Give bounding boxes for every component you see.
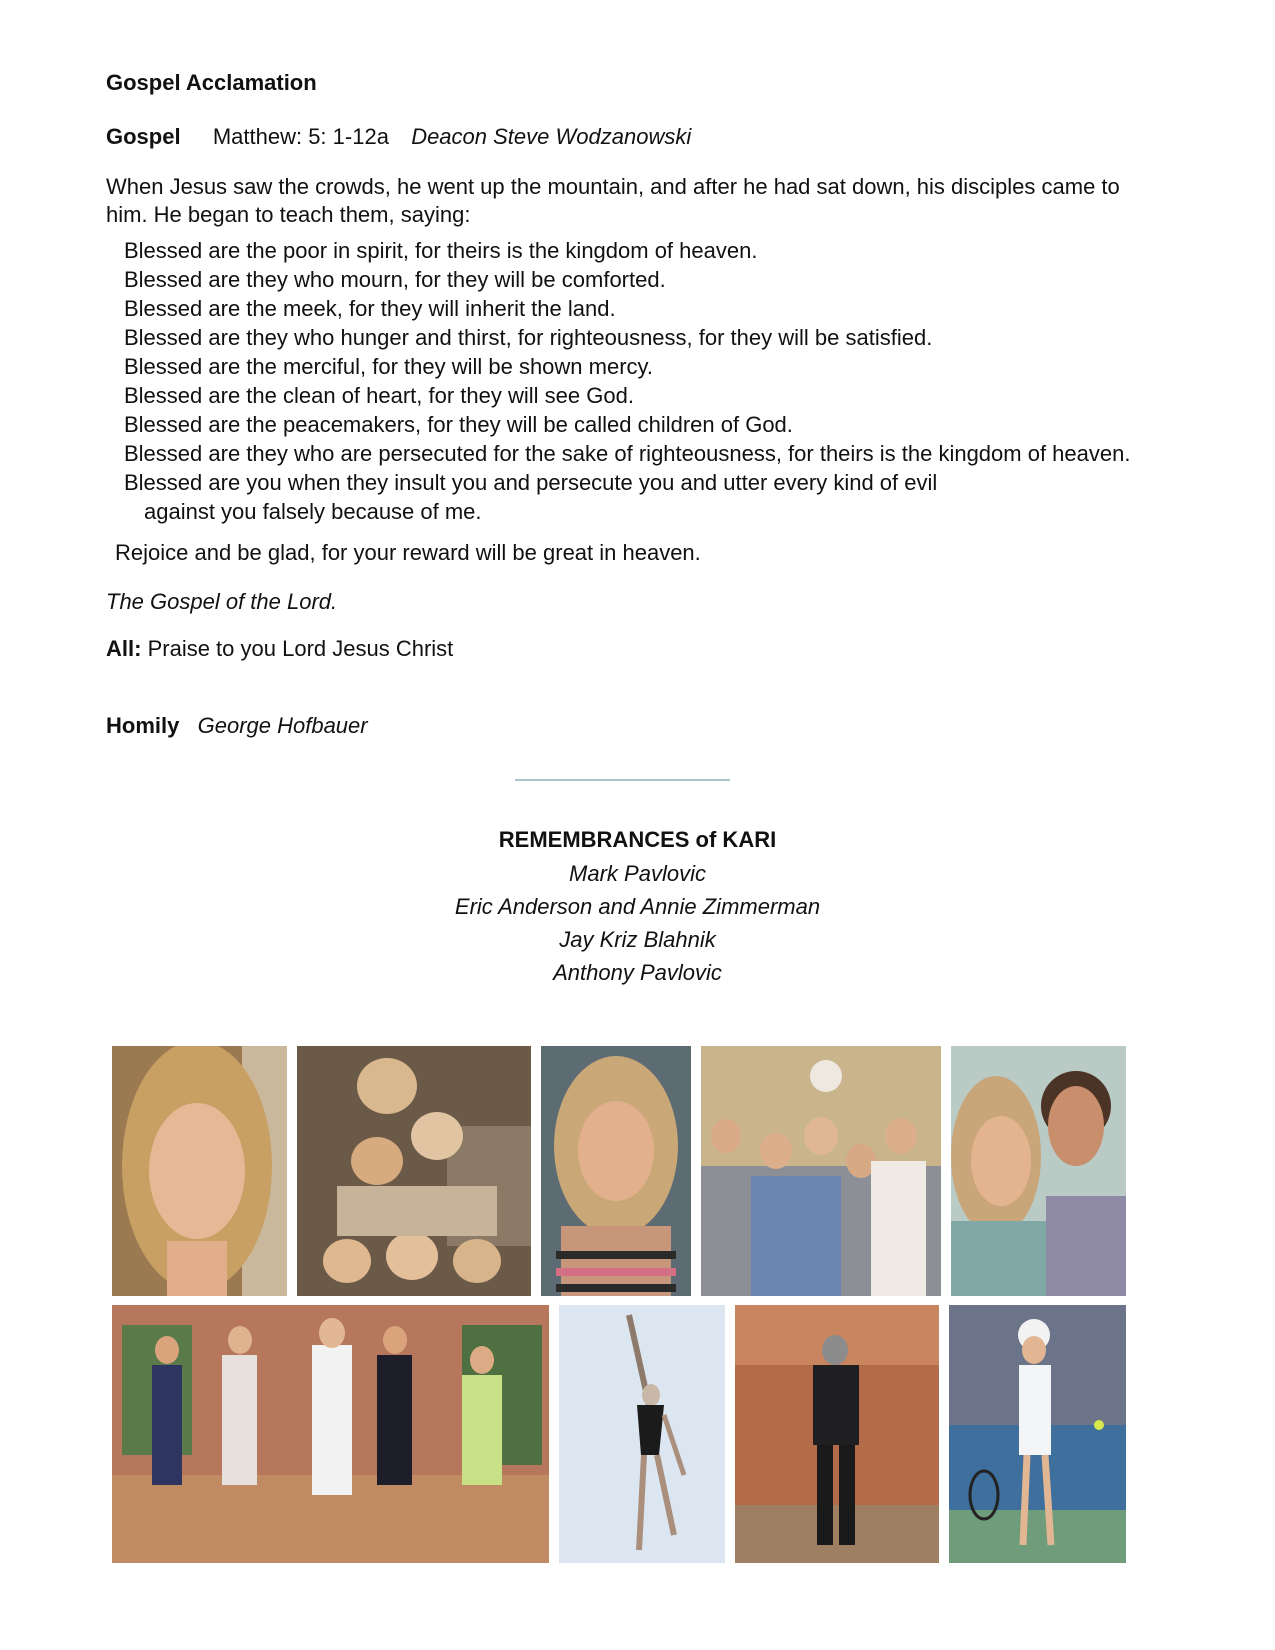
photo-dancer (559, 1305, 725, 1563)
remembrance-speaker: Mark Pavlovic (569, 861, 706, 886)
photo-tennis-player (949, 1305, 1126, 1563)
homily-line (106, 713, 368, 739)
beatitude-line: Blessed are the merciful, for they will be shown mercy. (124, 354, 654, 379)
gospel-intro-line-1: When Jesus saw the crowds, he went up the mountain, and after he had sat down, his disciples came to (106, 174, 1120, 199)
photo-portrait-young-woman (541, 1046, 691, 1296)
photo-group-pyramid (297, 1046, 531, 1296)
remembrance-speaker: Anthony Pavlovic (553, 960, 722, 985)
beatitude-line: Blessed are the clean of heart, for they will see God. (124, 383, 634, 408)
gospel-reader: Deacon Steve Wodzanowski (411, 124, 692, 149)
gospel-label: Gospel (106, 124, 181, 149)
remembrance-speaker: Jay Kriz Blahnik (559, 927, 716, 952)
gospel-response (106, 636, 453, 662)
remembrance-speaker: Eric Anderson and Annie Zimmerman (454, 894, 821, 919)
photo-portrait-smiling (112, 1046, 287, 1296)
gospel-acclamation-heading: Gospel Acclamation (106, 70, 317, 95)
homily-label: Homily (106, 713, 180, 738)
gospel-reference: Matthew: 5: 1-12a (212, 124, 389, 149)
gospel-intro-line-2: him. He began to teach them, saying: (106, 202, 471, 227)
section-divider (515, 779, 730, 781)
homily-speaker: George Hofbauer (197, 713, 368, 738)
photo-family-group (701, 1046, 941, 1296)
beatitude-line: Blessed are they who are persecuted for the sake of righteousness, for theirs is the kingdom of heaven. (124, 441, 1131, 466)
photo-hiker-rocks (735, 1305, 939, 1563)
gospel-header (106, 124, 691, 150)
photo-aerobics-class (112, 1305, 549, 1563)
beatitude-line: Blessed are they who mourn, for they will be comforted. (124, 267, 666, 292)
beatitude-line: Blessed are the poor in spirit, for theirs is the kingdom of heaven. (124, 238, 758, 263)
response-label: All: (106, 636, 142, 661)
beatitude-line: Blessed are you when they insult you and persecute you and utter every kind of evil (124, 470, 938, 495)
gospel-closing: The Gospel of the Lord. (106, 589, 338, 614)
photo-couple (951, 1046, 1126, 1296)
remembrances-title: REMEMBRANCES of KARI (498, 827, 777, 852)
beatitude-line: Blessed are the meek, for they will inherit the land. (124, 296, 616, 321)
rejoice-line: Rejoice and be glad, for your reward will be great in heaven. (115, 540, 701, 565)
beatitude-line: Blessed are the peacemakers, for they will be called children of God. (124, 412, 793, 437)
beatitude-line-continued: against you falsely because of me. (144, 499, 482, 524)
beatitude-line: Blessed are they who hunger and thirst, for righteousness, for they will be satisfied. (124, 325, 933, 350)
response-text: Praise to you Lord Jesus Christ (147, 636, 454, 661)
